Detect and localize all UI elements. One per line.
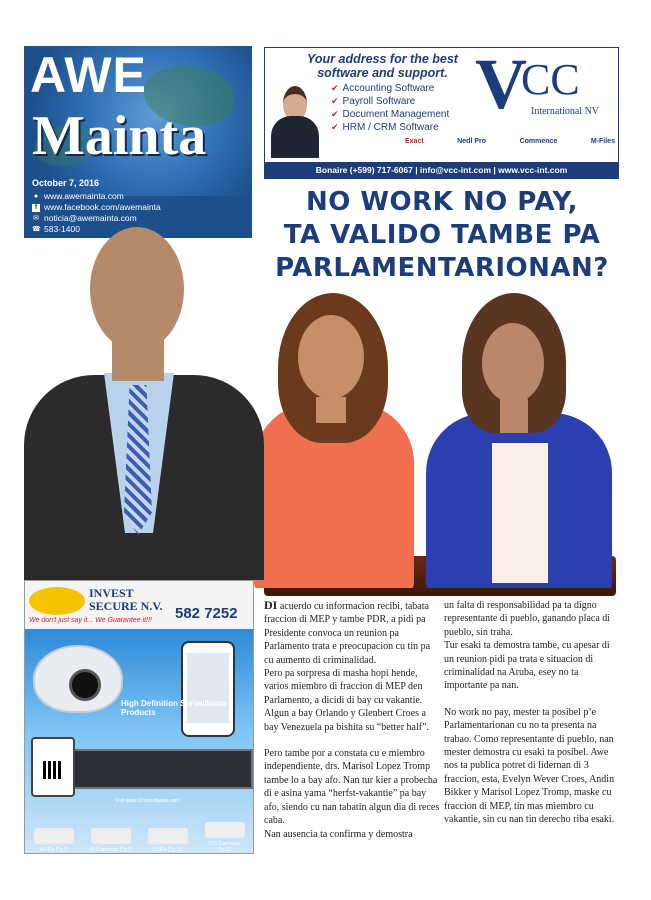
contact-email[interactable] [32, 213, 250, 224]
article-paragraph: No work no pay, mester ta posibel p’e Parlamentarionan cu no ta presenta na trabao. Como representante di pueblo, nan mester demostra cu esaki ta posibel. Awe nos ta publica potret di lidernan di 3 fraccion, esta, Evelyn Wever Croes, Andin Bikker y Marisol Lopez Tromp, maske cu fraccion di MEP, tin mas miembro cu vakantie, sin cu nan tin derecho riba esaki. [444, 706, 615, 826]
product-label: HVRs Pg.2 [39, 847, 68, 853]
phone-icon: ☎ [32, 225, 41, 233]
product-item [202, 822, 248, 853]
contact-text: 583-1400 [44, 224, 80, 234]
article-paragraph: un falta di responsabilidad pa ta digno representante di pueblo, ganando placa di pueblo, sin traha. [444, 600, 611, 638]
tablet-qr-image [31, 737, 75, 797]
partner-logo: Exact [405, 138, 424, 145]
product-label: DVRs Pg.19 [152, 847, 183, 853]
masthead-title-mainta: Mainta [32, 105, 207, 167]
product-label: TVI Cameras Pg.22 [208, 841, 241, 853]
article-paragraph: Pero tambe por a constata cu e miembro independiente, drs. Marisol Lopez Tromp tambe lo a bay afo. Nan tur kier a probecha di e asina yama “herfst-vakantie” pa bay afo, siendo cu nan tabatin algun dia di reces caba. [264, 748, 440, 827]
issue-date: October 7, 2016 [32, 178, 100, 188]
company-name-line: SECURE N.V. [89, 599, 163, 613]
partner-logos [405, 138, 615, 145]
dome-camera-image [33, 645, 123, 713]
headline-line: TA VALIDO TAMBE PA [283, 220, 601, 250]
service-item: ✔ HRM / CRM Software [331, 121, 449, 134]
photo-woman-coral [236, 293, 426, 588]
company-tagline: We don't just say it... We Guarantee it!!! [29, 617, 152, 624]
article-column-2 [444, 599, 620, 827]
ad-header [25, 581, 253, 629]
contact-facebook[interactable] [32, 202, 250, 213]
logo-cc: CC [521, 55, 580, 104]
main-headline [256, 186, 628, 285]
company-phone[interactable]: 582 7252 [175, 605, 238, 622]
product-item [145, 828, 191, 853]
company-name [89, 587, 162, 613]
person-photo [271, 84, 319, 158]
smartphone-image [181, 641, 235, 737]
masthead-title-awe: AWE [30, 47, 147, 103]
photo-man-suit [24, 225, 264, 580]
product-item [31, 828, 77, 853]
article-paragraph: DI acuerdo cu informacion recibi, tabata fraccion di MEP y tambe PDR, a pidi pa Presidente convoca un reunion pa Parlamento trata e preocupacion cu tin pa cu aumento di criminalidad. [264, 598, 431, 666]
ad-headline: Your address for the best software and support. [307, 52, 458, 80]
lead-word: DI [264, 598, 278, 612]
article-column-1 [264, 599, 440, 841]
article-paragraph: Tur esaki ta demostra tambe, cu apesar di un reunion pidi pa trata e situacion di criminalidad na Aruba, esey no ta importante pa nan. [444, 640, 610, 692]
facebook-icon: f [32, 204, 40, 212]
logo-subtitle: International NV [531, 106, 600, 117]
company-name-line: INVEST [89, 586, 134, 600]
headline-line: PARLAMENTARIONAN? [275, 253, 609, 283]
service-item: ✔ Accounting Software [331, 82, 449, 95]
ad-contact-bar[interactable]: Bonaire (+599) 717-6067 | info@vcc-int.com | www.vcc-int.com [265, 162, 618, 178]
logo-v: V [475, 47, 527, 124]
product-item [88, 828, 134, 853]
contact-text: www.facebook.com/awemainta [44, 202, 161, 212]
hd-caption: High Definition Surveillance Products [121, 699, 228, 717]
ad-url[interactable]: Visit www.37securitysite.com [115, 798, 180, 804]
contact-website[interactable] [32, 191, 250, 202]
service-item: ✔ Payroll Software [331, 95, 449, 108]
article-paragraph: Pero pa sorpresa di masha hopi hende, varios miembro di fraccion di MEP den Parlamento, a dicidi di bay cu vakantie. Algun a bay Orlando y Glenbert Croes a bay Venezuela pa bishita su “better half”. [264, 668, 430, 733]
product-label: IP Cameras Pg.9 [89, 847, 132, 853]
mail-icon: ✉ [33, 214, 39, 222]
invest-secure-advertisement[interactable] [24, 580, 254, 854]
service-item: ✔ Document Management [331, 108, 449, 121]
dvr-recorder-image [61, 749, 253, 789]
product-strip [25, 807, 253, 853]
handshake-logo [29, 587, 85, 615]
photo-woman-blue [420, 293, 616, 588]
partner-logo: M-Files [590, 138, 615, 145]
article-paragraph: Nan ausencia ta confirma y demostra [264, 828, 413, 840]
globe-icon: ● [33, 192, 39, 200]
vcc-logo [475, 47, 613, 124]
contact-text: www.awemainta.com [44, 191, 124, 201]
contact-text: noticia@awemainta.com [44, 213, 137, 223]
partner-logo: Commence [519, 138, 558, 145]
partner-logo: Nedl Pro [457, 138, 487, 145]
masthead [24, 46, 252, 238]
headline-line: NO WORK NO PAY, [305, 187, 579, 217]
vcc-advertisement[interactable] [264, 47, 619, 179]
services-list [331, 82, 449, 134]
